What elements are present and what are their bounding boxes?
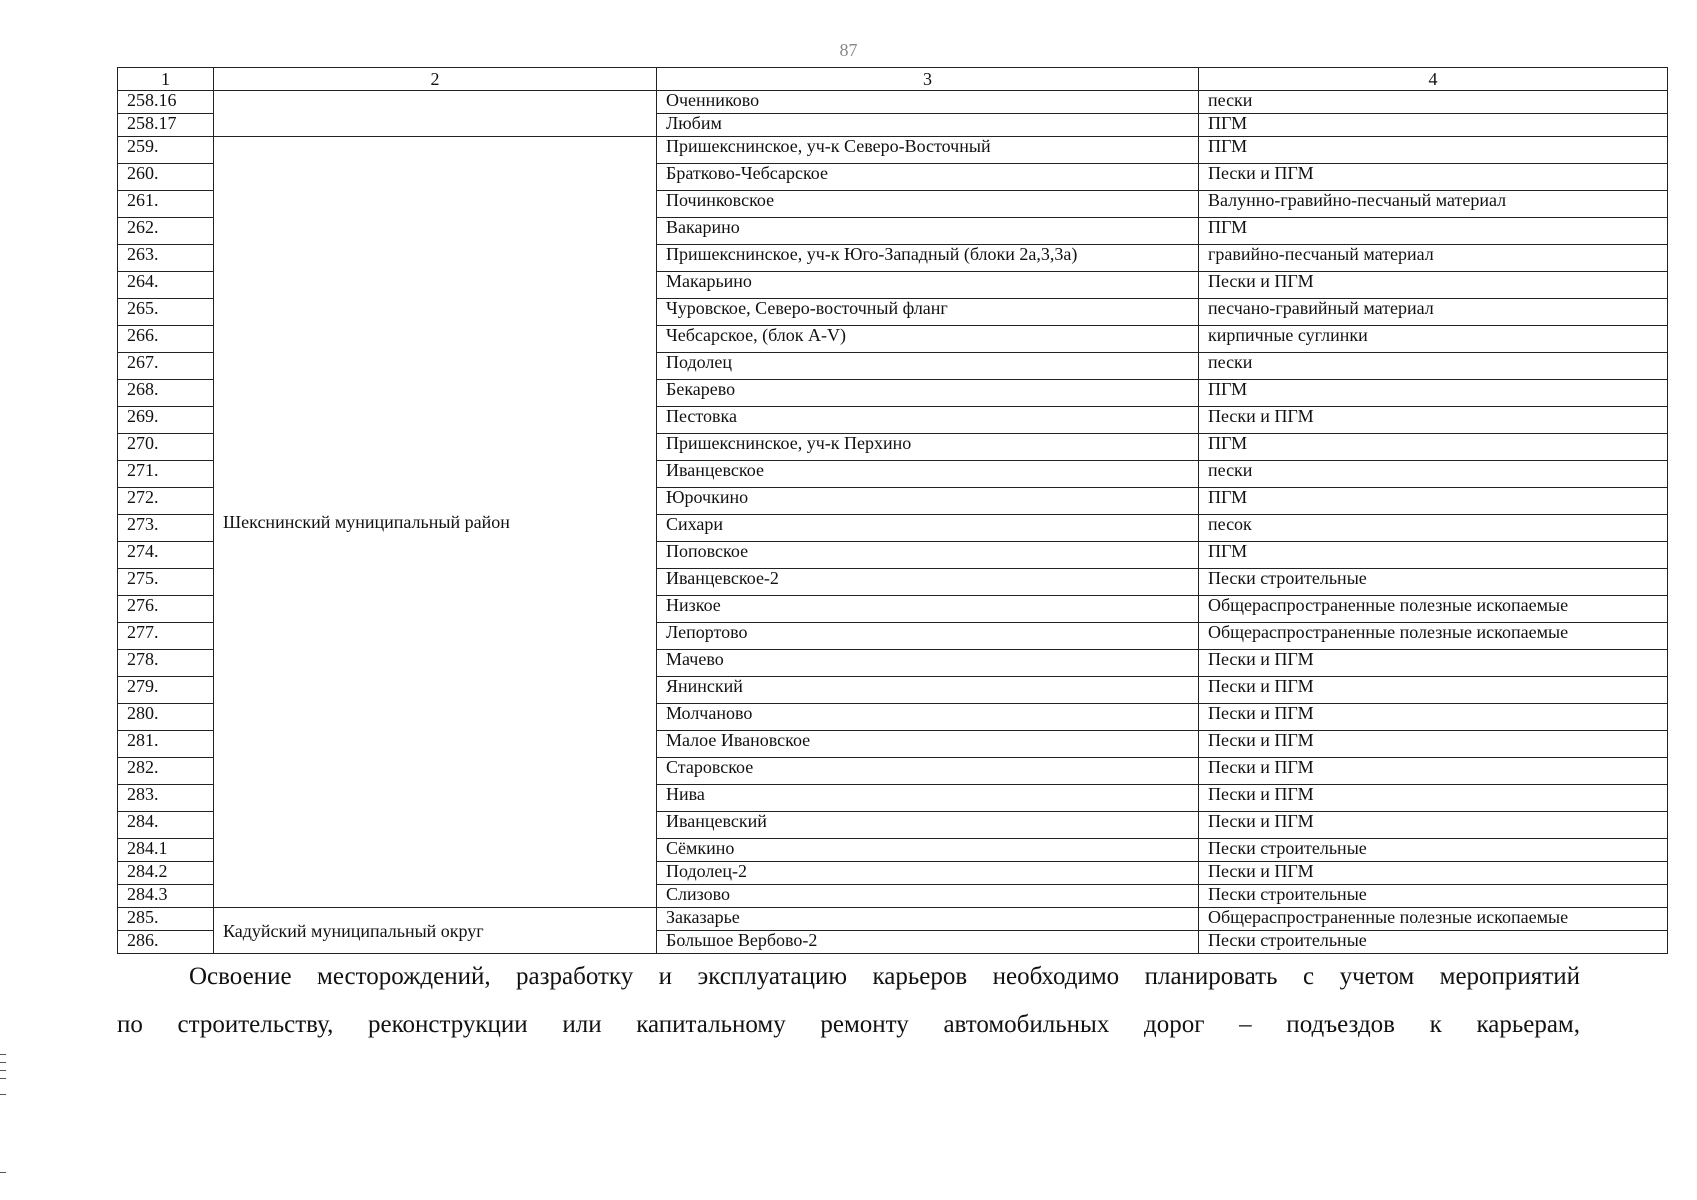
deposit-name-cell: Любим [657,114,1199,137]
deposit-name-cell: Малое Ивановское [657,731,1199,758]
row-number-cell: 273. [118,515,214,542]
material-cell: Пески и ПГМ [1199,785,1668,812]
material-cell: ПГМ [1199,542,1668,569]
row-number-cell: 264. [118,272,214,299]
row-number-cell: 284.2 [118,862,214,885]
material-cell: гравийно-песчаный материал [1199,245,1668,272]
deposit-name-cell: Заказарье [657,908,1199,931]
deposit-name-cell: Пришекснинское, уч-к Северо-Восточный [657,137,1199,164]
material-cell: Пески и ПГМ [1199,407,1668,434]
district-cell [214,91,657,137]
deposit-name-cell: Мачево [657,650,1199,677]
body-paragraph-line-1: Освоение месторождений, разработку и эксплуатацию карьеров необходимо планировать с учетом мероприятий [189,963,1580,990]
row-number-cell: 285. [118,908,214,931]
row-number-cell: 275. [118,569,214,596]
material-cell: ПГМ [1199,380,1668,407]
deposit-name-cell: Пришекснинское, уч-к Перхино [657,434,1199,461]
deposit-name-cell: Иванцевское [657,461,1199,488]
row-number-cell: 269. [118,407,214,434]
material-cell: Пески строительные [1199,839,1668,862]
row-number-cell: 283. [118,785,214,812]
material-cell: ПГМ [1199,488,1668,515]
row-number-cell: 276. [118,596,214,623]
material-cell: пески [1199,353,1668,380]
row-number-cell: 272. [118,488,214,515]
material-cell: песчано-гравийный материал [1199,299,1668,326]
body-paragraph-line-2: по строительству, реконструкции или капитальному ремонту автомобильных дорог – подъездов к карьерам, [117,1011,1580,1038]
row-number-cell: 267. [118,353,214,380]
margin-mark [0,1172,6,1173]
margin-mark [0,1094,6,1095]
deposit-name-cell: Вакарино [657,218,1199,245]
deposit-name-cell: Чуровское, Северо-восточный фланг [657,299,1199,326]
margin-mark [0,1078,6,1079]
material-cell: Пески строительные [1199,885,1668,908]
deposit-name-cell: Поповское [657,542,1199,569]
material-cell: Валунно-гравийно-песчаный материал [1199,191,1668,218]
material-cell: Пески и ПГМ [1199,677,1668,704]
margin-mark [0,1054,6,1055]
page-number: 87 [839,40,858,60]
deposit-name-cell: Макарьино [657,272,1199,299]
deposit-name-cell: Большое Вербово-2 [657,931,1199,954]
deposit-name-cell: Юрочкино [657,488,1199,515]
margin-mark [0,1062,6,1063]
row-number-cell: 286. [118,931,214,954]
deposit-name-cell: Братково-Чебсарское [657,164,1199,191]
row-number-cell: 280. [118,704,214,731]
material-cell: ПГМ [1199,434,1668,461]
material-cell: Пески и ПГМ [1199,704,1668,731]
material-cell: кирпичные суглинки [1199,326,1668,353]
row-number-cell: 277. [118,623,214,650]
material-cell: Пески строительные [1199,569,1668,596]
material-cell: Пески и ПГМ [1199,650,1668,677]
row-number-cell: 281. [118,731,214,758]
row-number-cell: 261. [118,191,214,218]
deposit-name-cell: Пестовка [657,407,1199,434]
material-cell: песок [1199,515,1668,542]
row-number-cell: 270. [118,434,214,461]
material-cell: ПГМ [1199,114,1668,137]
row-number-cell: 284.1 [118,839,214,862]
material-cell: Пески и ПГМ [1199,862,1668,885]
header-cell-3: 3 [657,68,1199,91]
row-number-cell: 265. [118,299,214,326]
deposit-name-cell: Иванцевское-2 [657,569,1199,596]
material-cell: Пески строительные [1199,931,1668,954]
deposit-name-cell: Слизово [657,885,1199,908]
deposit-name-cell: Старовское [657,758,1199,785]
material-cell: ПГМ [1199,137,1668,164]
material-cell: пески [1199,91,1668,114]
row-number-cell: 260. [118,164,214,191]
deposit-name-cell: Янинский [657,677,1199,704]
deposit-name-cell: Оченниково [657,91,1199,114]
district-cell: Шекснинский муниципальный район [214,137,657,908]
material-cell: Общераспространенные полезные ископаемые [1199,623,1668,650]
row-number-cell: 259. [118,137,214,164]
row-number-cell: 274. [118,542,214,569]
table-row [118,91,1668,114]
header-cell-1: 1 [118,68,214,91]
row-number-cell: 284.3 [118,885,214,908]
district-cell: Кадуйский муниципальный округ [214,908,657,954]
material-cell: Пески и ПГМ [1199,164,1668,191]
header-cell-2: 2 [214,68,657,91]
deposit-name-cell: Подолец [657,353,1199,380]
table-row [118,137,1668,164]
material-cell: Пески и ПГМ [1199,812,1668,839]
row-number-cell: 279. [118,677,214,704]
header-cell-4: 4 [1199,68,1668,91]
margin-mark [0,1070,6,1071]
deposit-name-cell: Сёмкино [657,839,1199,862]
deposit-name-cell: Молчаново [657,704,1199,731]
row-number-cell: 258.16 [118,91,214,114]
material-cell: ПГМ [1199,218,1668,245]
material-cell: Пески и ПГМ [1199,731,1668,758]
deposit-name-cell: Низкое [657,596,1199,623]
row-number-cell: 284. [118,812,214,839]
deposit-name-cell: Лепортово [657,623,1199,650]
deposit-name-cell: Нива [657,785,1199,812]
row-number-cell: 266. [118,326,214,353]
deposit-name-cell: Подолец-2 [657,862,1199,885]
deposits-table [117,67,1668,954]
deposit-name-cell: Пришекснинское, уч-к Юго-Западный (блоки 2а,3,3а) [657,245,1199,272]
deposit-name-cell: Чебсарское, (блок A-V) [657,326,1199,353]
table-header-row [118,68,1668,91]
row-number-cell: 262. [118,218,214,245]
deposit-name-cell: Починковское [657,191,1199,218]
row-number-cell: 263. [118,245,214,272]
material-cell: Общераспространенные полезные ископаемые [1199,596,1668,623]
row-number-cell: 258.17 [118,114,214,137]
row-number-cell: 278. [118,650,214,677]
row-number-cell: 271. [118,461,214,488]
deposit-name-cell: Бекарево [657,380,1199,407]
material-cell: Общераспространенные полезные ископаемые [1199,908,1668,931]
table-row [118,908,1668,931]
deposit-name-cell: Сихари [657,515,1199,542]
row-number-cell: 282. [118,758,214,785]
material-cell: пески [1199,461,1668,488]
material-cell: Пески и ПГМ [1199,758,1668,785]
deposit-name-cell: Иванцевский [657,812,1199,839]
material-cell: Пески и ПГМ [1199,272,1668,299]
row-number-cell: 268. [118,380,214,407]
